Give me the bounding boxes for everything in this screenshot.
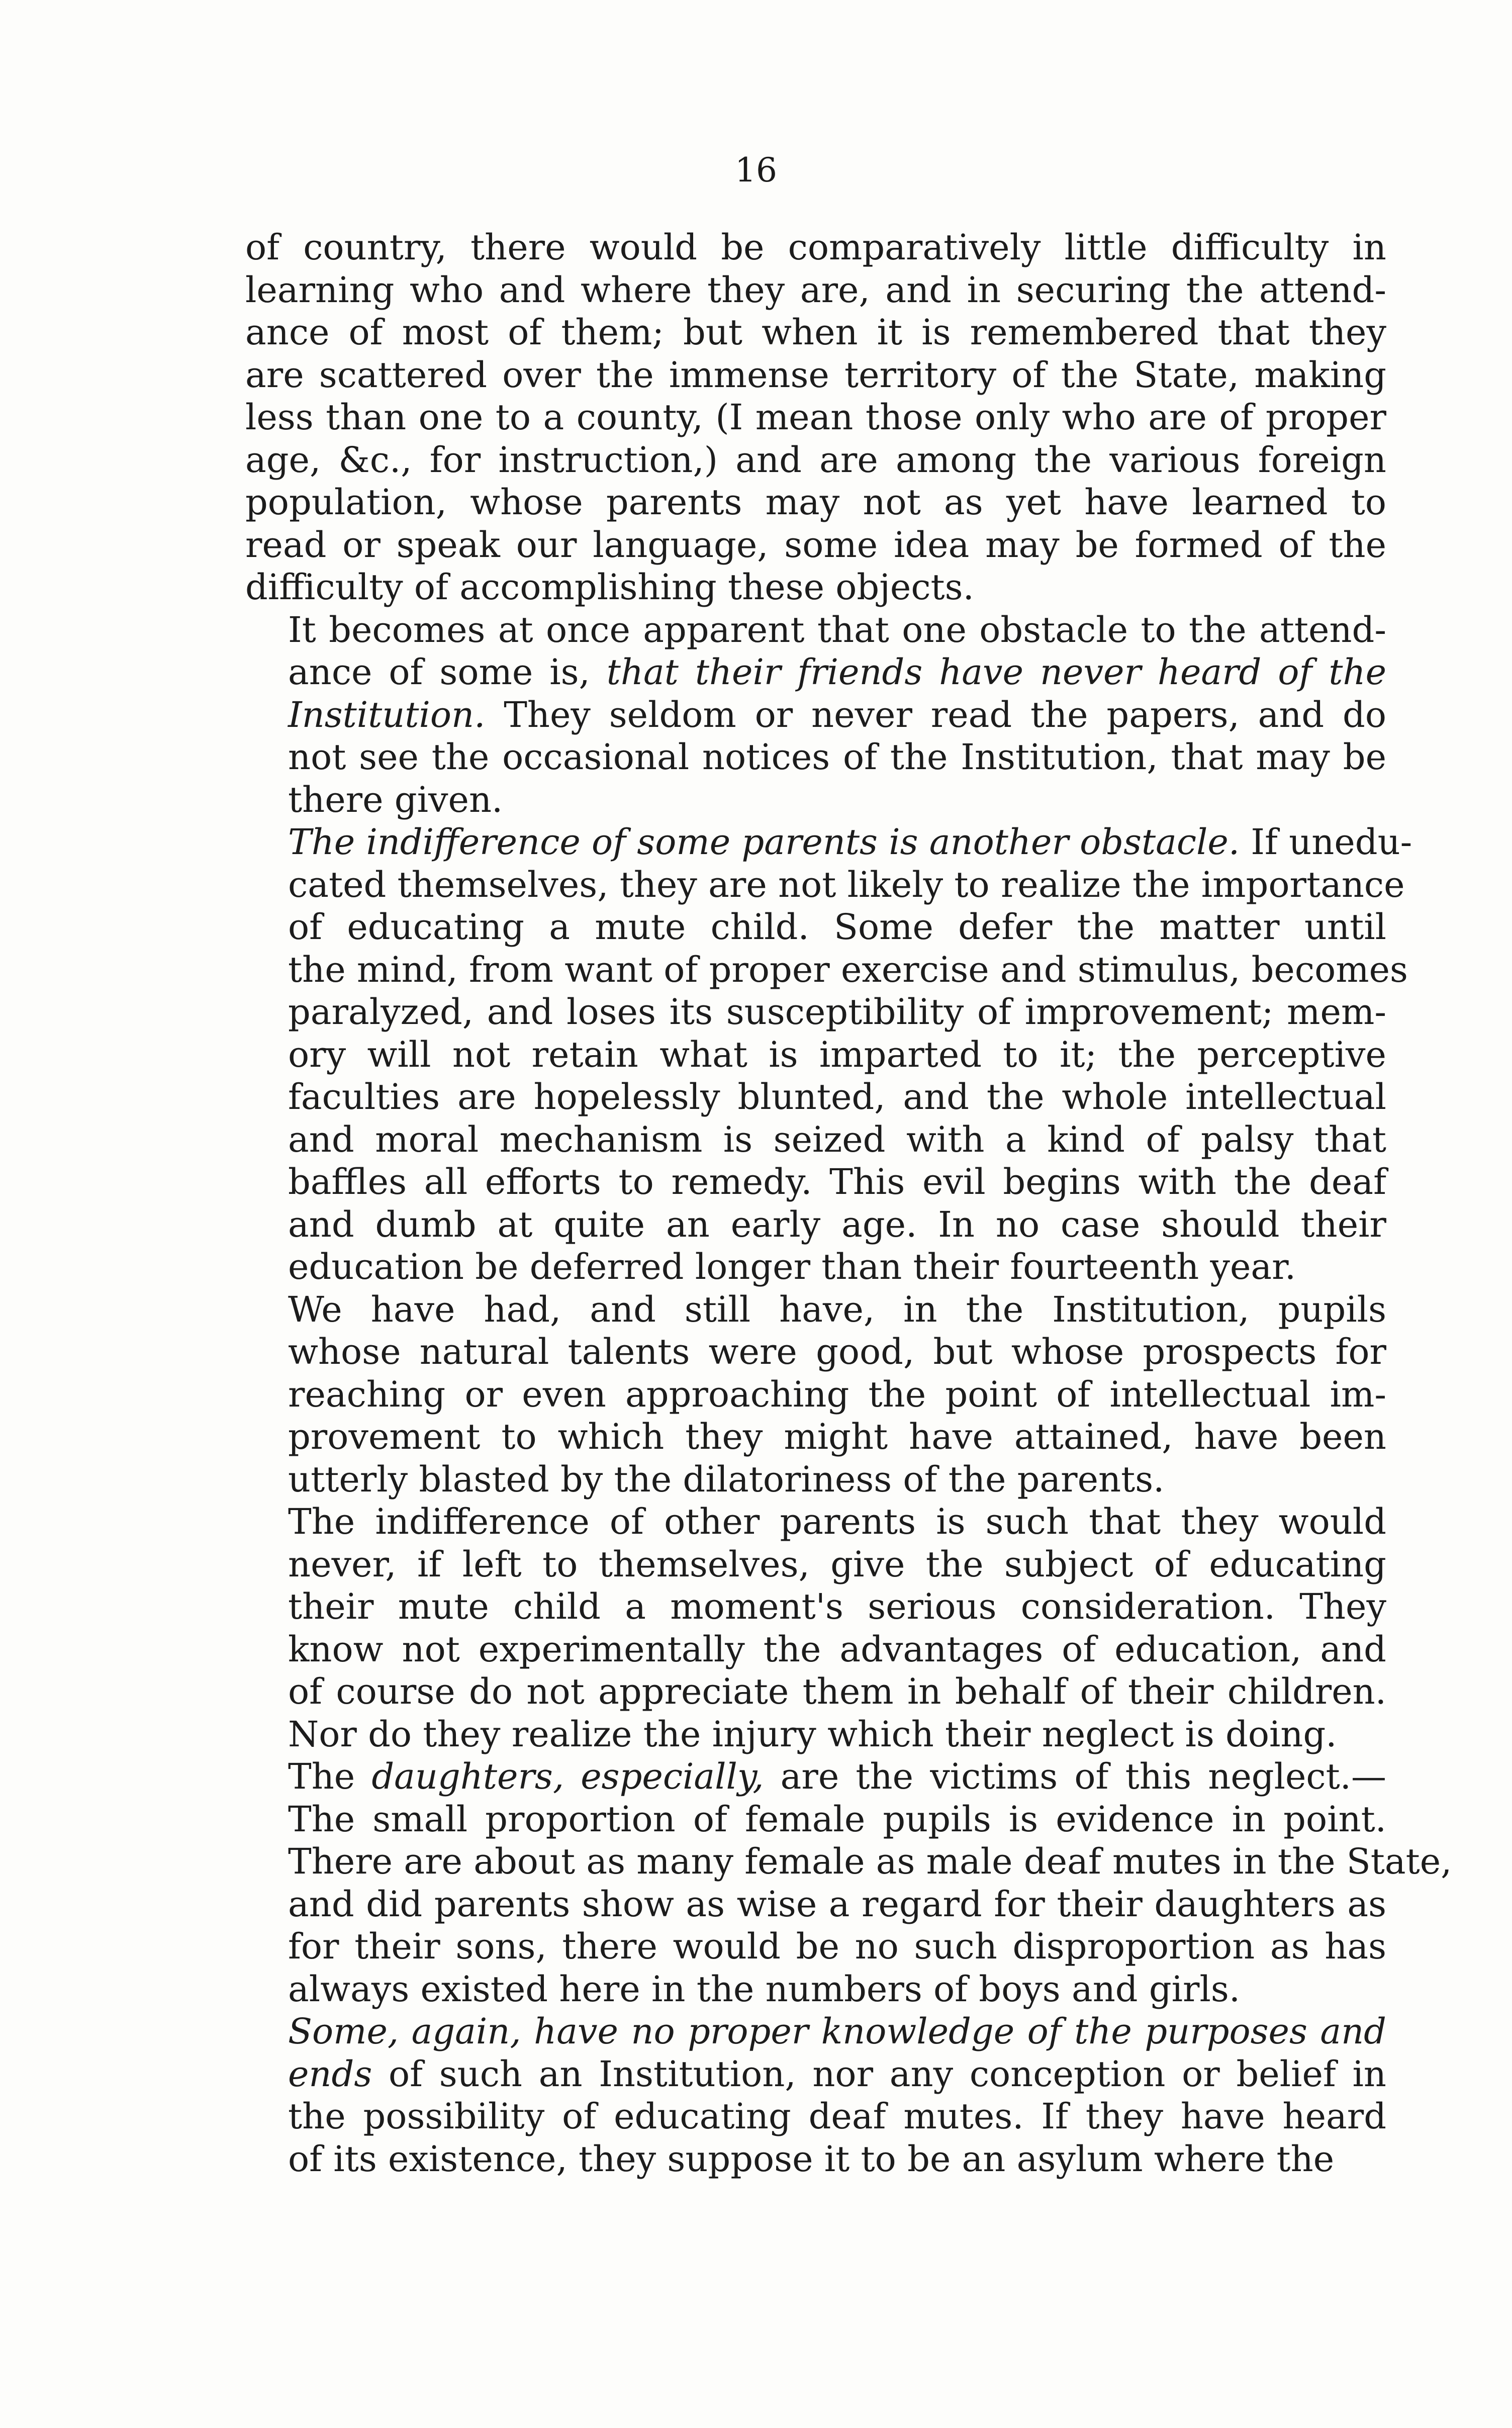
text-line bbox=[245, 949, 1408, 991]
roman-text: If unedu- bbox=[1240, 821, 1412, 863]
text-line bbox=[245, 821, 1412, 864]
roman-text: of such an Institution, nor any conception or belief in bbox=[372, 2053, 1386, 2095]
text-line bbox=[245, 2053, 1386, 2096]
text-line bbox=[245, 524, 1386, 567]
page-number: 16 bbox=[735, 151, 777, 190]
roman-text: We have had, and still have, in the Institution, pupils bbox=[288, 1288, 1386, 1330]
paragraph bbox=[245, 226, 1386, 609]
text-line bbox=[245, 2010, 1386, 2053]
roman-text: ance of some is, bbox=[288, 651, 607, 693]
roman-text: the mind, from want of proper exercise and stimulus, becomes bbox=[288, 949, 1408, 990]
text-line bbox=[245, 1246, 1386, 1288]
roman-text: and moral mechanism is seized with a kind of palsy that bbox=[288, 1118, 1386, 1160]
roman-text: are the victims of this neglect.— bbox=[764, 1756, 1386, 1797]
roman-text: know not experimentally the advantages of education, and bbox=[288, 1628, 1386, 1670]
italic-text: daughters, especially, bbox=[371, 1756, 764, 1797]
roman-text: utterly blasted by the dilatoriness of the parents. bbox=[288, 1458, 1165, 1500]
roman-text: of its existence, they suppose it to be an asylum where the bbox=[288, 2138, 1335, 2180]
text-line bbox=[245, 1458, 1386, 1501]
text-line bbox=[245, 1883, 1386, 1926]
paragraph bbox=[245, 1288, 1386, 1501]
roman-text: not see the occasional notices of the Institution, that may be bbox=[288, 736, 1386, 778]
text-line bbox=[245, 1076, 1386, 1118]
roman-text: The indifference of other parents is such that they would bbox=[288, 1501, 1386, 1542]
italic-text: that their friends have never heard of the bbox=[606, 651, 1386, 693]
text-line bbox=[245, 1713, 1386, 1756]
roman-text: Nor do they realize the injury which their neglect is doing. bbox=[288, 1713, 1337, 1755]
text-line bbox=[245, 311, 1386, 354]
text-line bbox=[245, 1755, 1386, 1798]
text-line bbox=[245, 906, 1386, 949]
italic-text: Some, again, have no proper knowledge of the purposes and bbox=[288, 2011, 1386, 2052]
roman-text: learning who and where they are, and in securing the attend- bbox=[245, 269, 1386, 311]
roman-text: age, &c., for instruction,) and are among the various foreign bbox=[245, 439, 1386, 481]
roman-text: The small proportion of female pupils is evidence in point. bbox=[288, 1798, 1386, 1840]
text-line bbox=[245, 779, 1386, 821]
roman-text: of educating a mute child. Some defer the matter until bbox=[288, 906, 1386, 948]
roman-text: reaching or even approaching the point of intellectual im- bbox=[288, 1373, 1386, 1415]
roman-text: and did parents show as wise a regard for their daughters as bbox=[288, 1883, 1386, 1925]
roman-text: faculties are hopelessly blunted, and the whole intellectual bbox=[288, 1076, 1386, 1117]
body-text bbox=[245, 226, 1452, 2180]
text-line bbox=[245, 566, 1386, 609]
roman-text: the possibility of educating deaf mutes. If they have heard bbox=[288, 2096, 1386, 2137]
text-line bbox=[245, 609, 1386, 651]
text-line bbox=[245, 226, 1386, 269]
italic-text: The indifference of some parents is another obstacle. bbox=[288, 821, 1240, 863]
roman-text: provement to which they might have attained, have been bbox=[288, 1416, 1386, 1457]
text-line bbox=[245, 1585, 1386, 1628]
paragraph bbox=[245, 2010, 1386, 2180]
roman-text: ory will not retain what is imparted to it; the perceptive bbox=[288, 1034, 1386, 1075]
roman-text: there given. bbox=[288, 779, 503, 820]
text-line bbox=[245, 481, 1386, 524]
text-line bbox=[245, 1628, 1386, 1671]
text-line bbox=[245, 991, 1386, 1034]
paragraph bbox=[245, 1501, 1386, 1755]
roman-text: for their sons, there would be no such disproportion as has bbox=[288, 1926, 1386, 1967]
roman-text: never, if left to themselves, give the subject of educating bbox=[288, 1543, 1386, 1585]
roman-text: of course do not appreciate them in behalf of their children. bbox=[288, 1671, 1386, 1712]
roman-text: read or speak our language, some idea may be formed of the bbox=[245, 524, 1386, 566]
text-line bbox=[245, 354, 1386, 397]
text-line bbox=[245, 1161, 1386, 1203]
roman-text: and dumb at quite an early age. In no case should their bbox=[288, 1203, 1386, 1245]
roman-text: population, whose parents may not as yet have learned to bbox=[245, 482, 1386, 523]
roman-text: There are about as many female as male deaf mutes in the State, bbox=[288, 1841, 1452, 1882]
roman-text: paralyzed, and loses its susceptibility of improvement; mem- bbox=[288, 991, 1386, 1033]
text-line bbox=[245, 694, 1386, 736]
roman-text: always existed here in the numbers of boys and girls. bbox=[288, 1968, 1241, 2010]
text-line bbox=[245, 1925, 1386, 1968]
roman-text: of country, there would be comparatively little difficulty in bbox=[245, 227, 1386, 268]
text-line bbox=[245, 1670, 1386, 1713]
roman-text: It becomes at once apparent that one obstacle to the attend- bbox=[288, 609, 1386, 650]
text-line bbox=[245, 1840, 1452, 1883]
text-line bbox=[245, 269, 1386, 312]
text-line bbox=[245, 439, 1386, 482]
paragraph bbox=[245, 821, 1412, 1288]
roman-text: The bbox=[288, 1756, 372, 1797]
text-line bbox=[245, 1203, 1386, 1246]
roman-text: their mute child a moment's serious consideration. They bbox=[288, 1586, 1386, 1627]
roman-text: ance of most of them; but when it is remembered that they bbox=[245, 312, 1386, 353]
text-line bbox=[245, 1543, 1386, 1586]
text-line bbox=[245, 2138, 1386, 2181]
italic-text: ends bbox=[288, 2053, 372, 2095]
roman-text: less than one to a county, (I mean those only who are of proper bbox=[245, 397, 1386, 438]
text-line bbox=[245, 1331, 1386, 1373]
text-line bbox=[245, 396, 1386, 439]
text-line bbox=[245, 2095, 1386, 2138]
paragraph bbox=[245, 1755, 1452, 2010]
text-line bbox=[245, 1118, 1386, 1161]
roman-text: whose natural talents were good, but whose prospects for bbox=[288, 1331, 1386, 1372]
text-line bbox=[245, 1968, 1386, 2011]
text-line bbox=[245, 736, 1386, 779]
roman-text: baffles all efforts to remedy. This evil begins with the deaf bbox=[288, 1161, 1386, 1202]
roman-text: education be deferred longer than their fourteenth year. bbox=[288, 1246, 1296, 1287]
roman-text: They seldom or never read the papers, and do bbox=[485, 694, 1386, 735]
text-line bbox=[245, 1288, 1386, 1331]
roman-text: difficulty of accomplishing these objects. bbox=[245, 567, 974, 608]
italic-text: Institution. bbox=[288, 694, 486, 735]
text-line bbox=[245, 1798, 1386, 1841]
paragraph bbox=[245, 609, 1386, 821]
text-line bbox=[245, 1373, 1386, 1416]
text-line bbox=[245, 1501, 1386, 1543]
text-line bbox=[245, 651, 1386, 694]
text-line bbox=[245, 1416, 1386, 1458]
roman-text: cated themselves, they are not likely to realize the importance bbox=[288, 864, 1405, 905]
text-line bbox=[245, 1034, 1386, 1076]
text-line bbox=[245, 864, 1405, 906]
roman-text: are scattered over the immense territory of the State, making bbox=[245, 354, 1386, 396]
